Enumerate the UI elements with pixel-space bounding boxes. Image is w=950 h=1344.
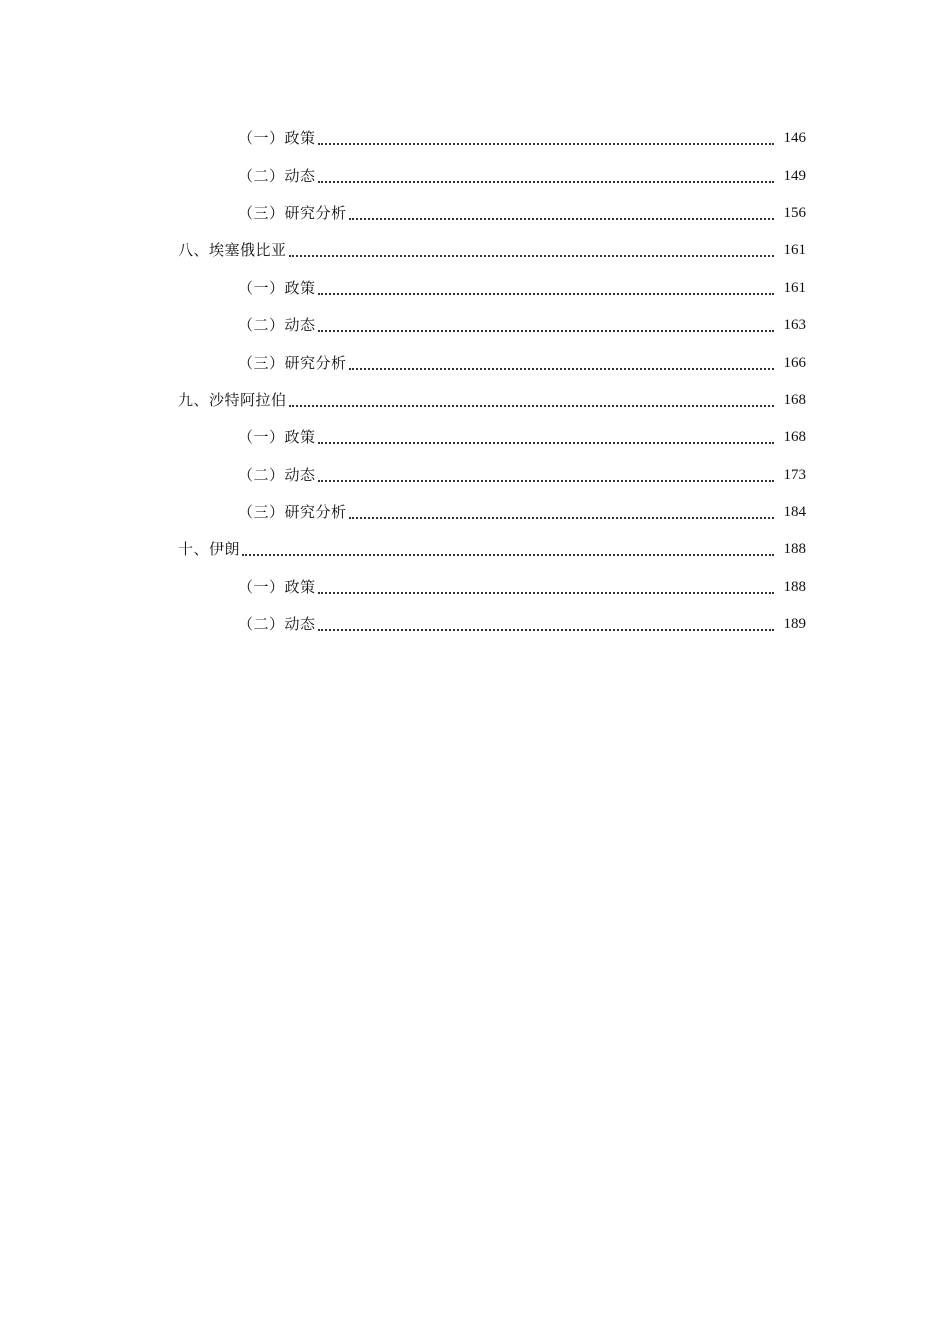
dot-leader <box>289 404 774 407</box>
dot-leader <box>289 254 774 257</box>
toc-entry-page: 188 <box>783 541 806 558</box>
dot-leader <box>349 367 774 370</box>
toc-entry[interactable] <box>0 270 950 307</box>
toc-entry[interactable] <box>0 232 950 269</box>
toc-entry[interactable] <box>0 344 950 381</box>
toc-entry-label: （一）政策 <box>238 129 316 148</box>
toc-entry-label: （三）研究分析 <box>238 353 347 372</box>
toc-entry-label: （二）动态 <box>238 615 316 634</box>
dot-leader <box>318 628 774 631</box>
toc-entry-label: （二）动态 <box>238 166 316 185</box>
toc-entry-label: （一）政策 <box>238 577 316 596</box>
dot-leader <box>318 329 774 332</box>
toc-entry-label: （二）动态 <box>238 465 316 484</box>
toc-entry-page: 149 <box>783 167 806 184</box>
toc-entry[interactable] <box>0 419 950 456</box>
toc-entry[interactable] <box>0 157 950 194</box>
toc-entry-page: 166 <box>783 354 806 371</box>
toc-entry-label: （二）动态 <box>238 316 316 335</box>
toc-entry-label: （三）研究分析 <box>238 203 347 222</box>
toc-entry-page: 189 <box>783 616 806 633</box>
toc-entry[interactable] <box>0 606 950 643</box>
toc-entry-page: 168 <box>783 429 806 446</box>
toc-entry-page: 156 <box>783 204 806 221</box>
dot-leader <box>349 516 774 519</box>
dot-leader <box>242 553 774 556</box>
table-of-contents <box>0 120 950 643</box>
toc-entry-label: （一）政策 <box>238 278 316 297</box>
toc-entry-label: （三）研究分析 <box>238 503 347 522</box>
toc-entry-label: （一）政策 <box>238 428 316 447</box>
dot-leader <box>318 180 774 183</box>
toc-entry[interactable] <box>0 531 950 568</box>
toc-entry[interactable] <box>0 382 950 419</box>
toc-entry-label: 八、埃塞俄比亚 <box>178 241 287 260</box>
toc-entry-page: 173 <box>783 466 806 483</box>
toc-entry[interactable] <box>0 120 950 157</box>
dot-leader <box>318 479 774 482</box>
toc-entry[interactable] <box>0 195 950 232</box>
toc-entry[interactable] <box>0 569 950 606</box>
toc-entry-page: 161 <box>783 279 806 296</box>
dot-leader <box>318 591 774 594</box>
dot-leader <box>318 441 774 444</box>
toc-entry-page: 161 <box>783 242 806 259</box>
dot-leader <box>349 217 774 220</box>
toc-entry-label: 十、伊朗 <box>178 540 241 559</box>
toc-entry[interactable] <box>0 494 950 531</box>
dot-leader <box>318 142 774 145</box>
toc-entry-page: 168 <box>783 391 806 408</box>
toc-entry-page: 163 <box>783 317 806 334</box>
toc-entry[interactable] <box>0 457 950 494</box>
toc-entry-page: 184 <box>783 504 806 521</box>
toc-entry-label: 九、沙特阿拉伯 <box>178 390 287 409</box>
dot-leader <box>318 292 774 295</box>
toc-entry-page: 188 <box>783 578 806 595</box>
toc-entry[interactable] <box>0 307 950 344</box>
toc-entry-page: 146 <box>783 130 806 147</box>
